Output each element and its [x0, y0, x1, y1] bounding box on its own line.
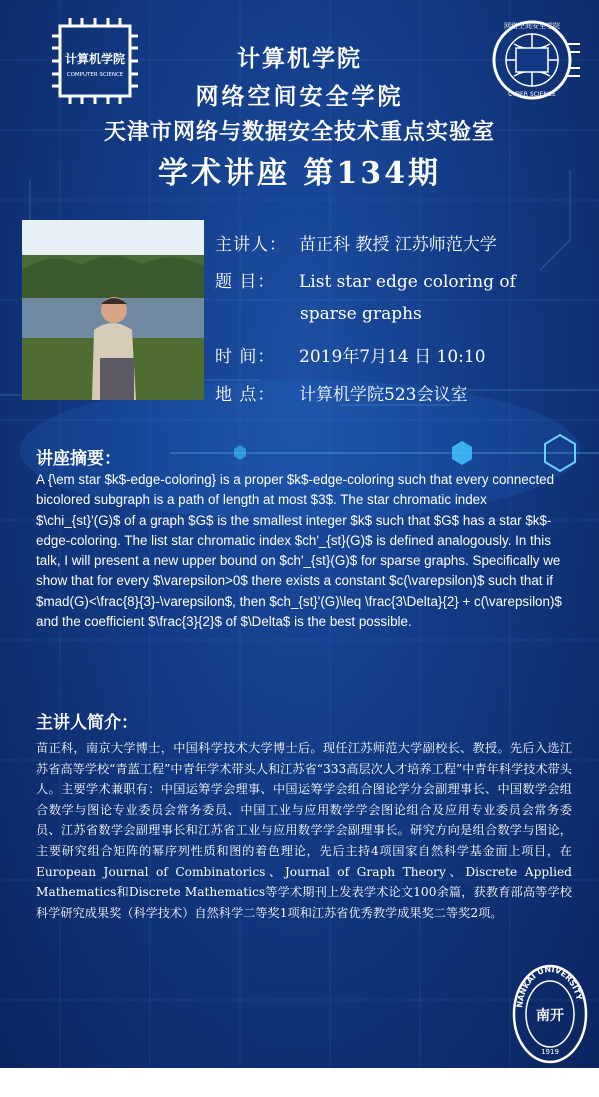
- topic-label: 题 目：: [215, 272, 276, 292]
- time-row: [215, 342, 486, 367]
- abstract-heading: 讲座摘要：: [36, 449, 121, 469]
- nankai-university-seal-icon: [510, 960, 590, 1064]
- org-line-1: 计算机学院: [237, 45, 362, 72]
- right-logo-text: 网络空间安全学院: [504, 22, 560, 30]
- series-title: 学术讲座 第134期: [157, 156, 442, 191]
- bio-text: 苗正科，南京大学博士，中国科学技术大学博士后。现任江苏师范大学副校长、教授。先后入选江苏省高等学校“青蓝工程”中青年学术带头人和江苏省“333高层次人才培养工程”中青年科学技术带头人。主要学术兼职有：中国运筹学会理事、中国运筹学会组合图论学分会副理事长、中国数学会组合数学与图论专业委员会常务委员、中国工业与应用数学学会图论组合及应用专业委员会常务委员、江苏省数学会副理事长和江苏省工业与应用数学学会副理事长。研究方向是组合数学与图论，主要研究组合矩阵的幂序列性质和图的着色理论，先后主持4项国家自然科学基金面上项目，在European Journal of Combinatorics、Journal of Graph Theory、Discrete Applied Mathematics和Discrete Mathematics等学术期刊上发表学术论文100余篇，获教育部高等学校科学研究成果奖（科学技术）自然科学二等奖1项和江苏省优秀教学成果奖二等奖2项。: [36, 741, 572, 920]
- time-value: 2019年7月14 日 10:10: [299, 347, 486, 367]
- topic-value-line2: sparse graphs: [300, 304, 422, 324]
- svg-text:NANKAI UNIVERSITY: [515, 965, 584, 1008]
- speaker-label: 主讲人：: [215, 235, 287, 255]
- left-logo-subtext: COMPUTER SCIENCE: [66, 72, 124, 78]
- topic-row: [215, 267, 516, 292]
- bio-heading: 主讲人简介：: [36, 713, 138, 733]
- right-logo-subtext: CYBER SCIENCE: [508, 91, 556, 98]
- place-label: 地 点：: [215, 385, 276, 405]
- place-value: 计算机学院523会议室: [299, 385, 468, 405]
- seal-center-text: 南开: [536, 1008, 564, 1024]
- header: [0, 0, 599, 205]
- speaker-photo: [22, 220, 204, 400]
- org-line-3: 天津市网络与数据安全技术重点实验室: [103, 119, 495, 145]
- time-label: 时 间：: [215, 347, 276, 367]
- place-row: [215, 380, 467, 405]
- topic-value-line1: List star edge coloring of: [299, 272, 516, 292]
- lecture-info-panel: [0, 212, 599, 417]
- speaker-row: [215, 230, 497, 255]
- abstract-text: A {\em star $k$-edge-coloring} is a proper $k$-edge-coloring such that every connected bicolored subgraph is a path of length at most $3$. The star chromatic index $\chi_{st}'(G)$ of a graph $G$ is the smallest integer $k$ such that $G$ has a star $k$-edge-coloring. The list star chromatic index $ch'_{st}(G)$ is defined analogously. In this talk, I will present a new upper bound on $ch'_{st}(G)$ for sparse graphs. Specifically we show that for every $\varepsilon>0$ there exists a constant $c(\varepsilon)$ such that if $mad(G)<\frac{8}{3}-\varepsilon$, then $ch_{st}'(G)\leq \frac{3\Delta}{2} + c(\varepsilon)$ and the coefficient $\frac{3}{2}$ of $\Delta$ is the best possible.: [36, 472, 562, 630]
- seal-year: 1919: [541, 1048, 559, 1056]
- org-line-2: 网络空间安全学院: [195, 83, 404, 110]
- left-logo-text: 计算机学院: [64, 52, 126, 66]
- speaker-value: 苗正科 教授 江苏师范大学: [299, 235, 497, 255]
- seal-ring-text: NANKAI UNIVERSITY: [515, 964, 584, 1009]
